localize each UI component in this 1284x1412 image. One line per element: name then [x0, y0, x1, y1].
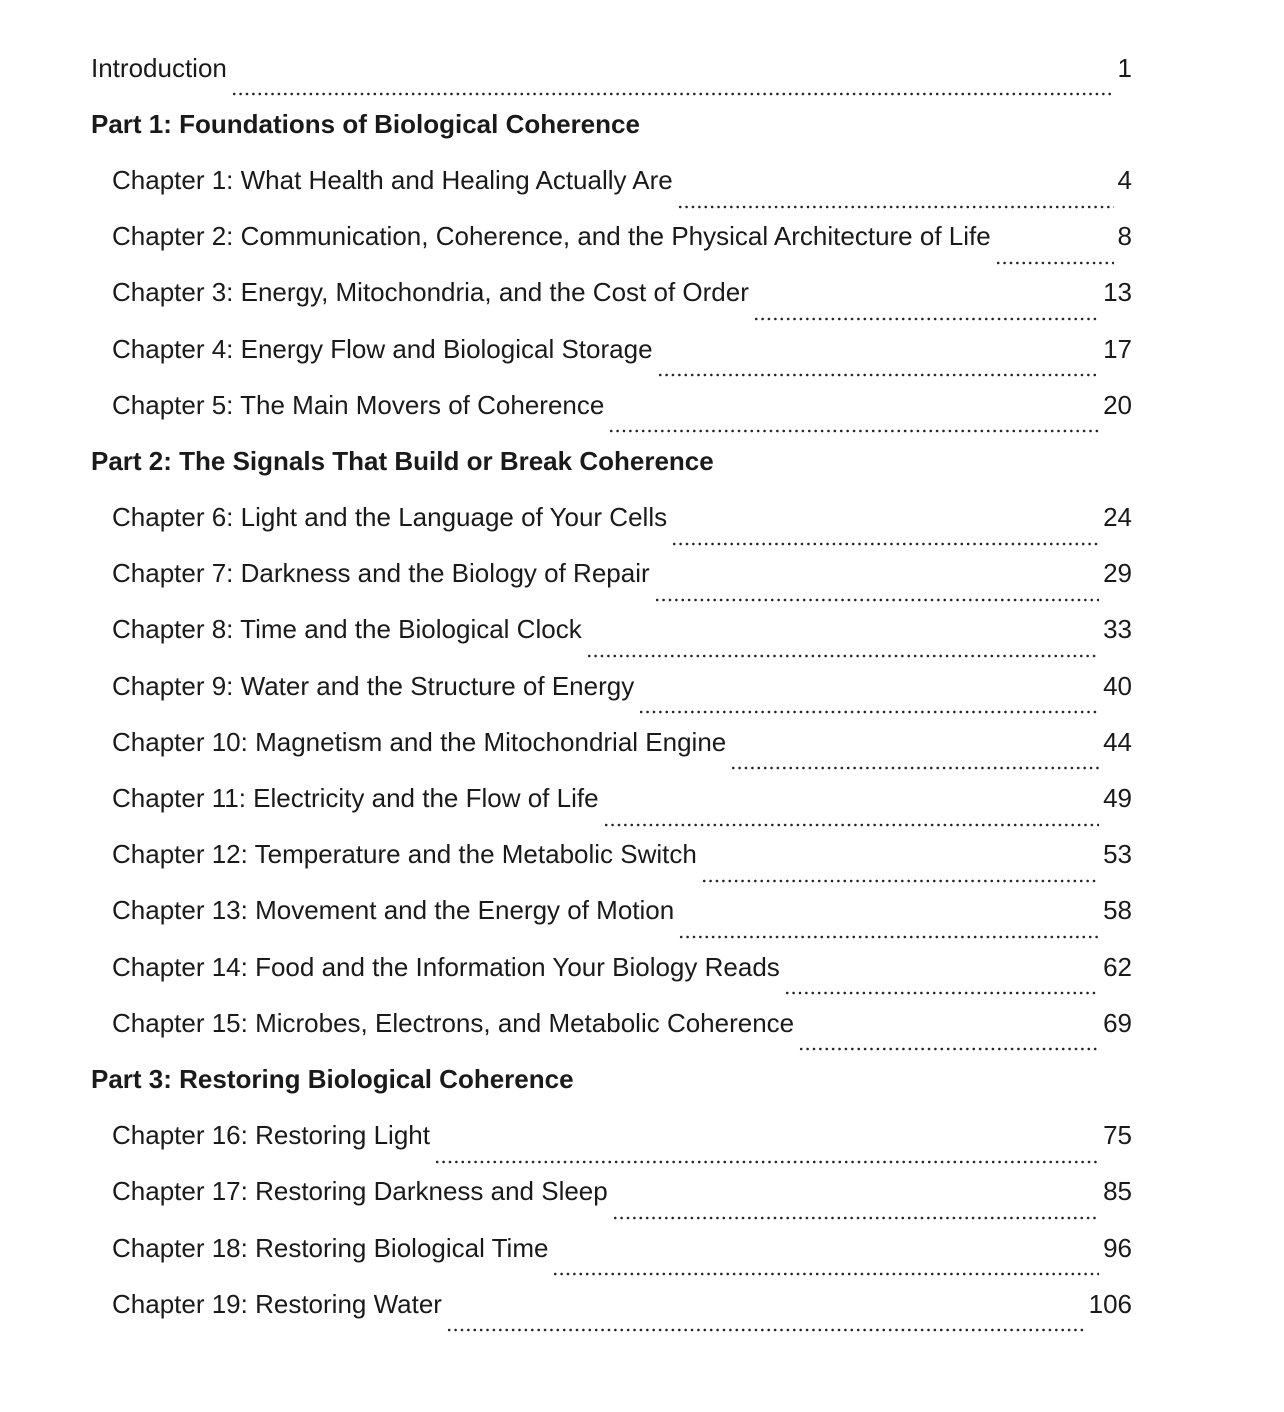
toc-entry-chapter[interactable]: [91, 995, 1132, 1051]
dot-leader: [677, 187, 1114, 209]
toc-entry-page-number: 8: [1117, 221, 1132, 252]
toc-entry-title: Chapter 18: Restoring Biological Time: [112, 1232, 549, 1263]
dot-leader: [434, 1142, 1099, 1164]
toc-entry-chapter[interactable]: [91, 827, 1132, 883]
toc-entry-title: Chapter 7: Darkness and the Biology of Repair: [112, 558, 650, 589]
toc-entry-title: Chapter 1: What Health and Healing Actually Are: [112, 164, 673, 195]
toc-entry-chapter[interactable]: [91, 883, 1132, 939]
dot-leader: [603, 805, 1100, 827]
toc-entry-page-number: 20: [1103, 389, 1132, 420]
dot-leader: [231, 74, 1114, 96]
toc-entry-page-number: 75: [1103, 1120, 1132, 1151]
toc-entry-page-number: 96: [1103, 1232, 1132, 1263]
toc-entry-page-number: 69: [1103, 1007, 1132, 1038]
toc-entry-title: Chapter 9: Water and the Structure of Energy: [112, 670, 635, 701]
dot-leader: [586, 636, 1099, 658]
dot-leader: [638, 692, 1099, 714]
toc-entry-introduction[interactable]: [91, 40, 1132, 96]
toc-entry-chapter[interactable]: [91, 1276, 1132, 1332]
toc-entry-chapter[interactable]: [91, 321, 1132, 377]
toc-entry-chapter[interactable]: [91, 265, 1132, 321]
toc-entry-page-number: 85: [1103, 1176, 1132, 1207]
dot-leader: [798, 1029, 1099, 1051]
toc-entry-page-number: 17: [1103, 333, 1132, 364]
toc-entry-page-number: 24: [1103, 502, 1132, 533]
toc-entry-chapter[interactable]: [91, 770, 1132, 826]
toc-entry-chapter[interactable]: [91, 1164, 1132, 1220]
toc-entry-chapter[interactable]: [91, 490, 1132, 546]
part-heading: [91, 96, 1132, 152]
part-title: Part 3: Restoring Biological Coherence: [91, 1063, 574, 1094]
part-heading: [91, 1051, 1132, 1107]
toc-entry-chapter[interactable]: [91, 939, 1132, 995]
toc-entry-page-number: 62: [1103, 951, 1132, 982]
dot-leader: [608, 411, 1099, 433]
toc-entry-chapter[interactable]: [91, 602, 1132, 658]
dot-leader: [701, 861, 1099, 883]
dot-leader: [657, 355, 1100, 377]
toc-entry-title: Chapter 16: Restoring Light: [112, 1120, 430, 1151]
toc-entry-chapter[interactable]: [91, 377, 1132, 433]
dot-leader: [995, 243, 1114, 265]
part-heading: [91, 433, 1132, 489]
toc-entry-title: Chapter 13: Movement and the Energy of Motion: [112, 895, 675, 926]
table-of-contents: [91, 40, 1132, 1332]
dot-leader: [730, 748, 1099, 770]
toc-entry-title: Chapter 6: Light and the Language of Your Cells: [112, 502, 668, 533]
toc-entry-title: Chapter 19: Restoring Water: [112, 1288, 442, 1319]
dot-leader: [654, 580, 1099, 602]
dot-leader: [612, 1198, 1099, 1220]
part-title: Part 2: The Signals That Build or Break Coherence: [91, 445, 714, 476]
toc-entry-title: Chapter 15: Microbes, Electrons, and Metabolic Coherence: [112, 1007, 795, 1038]
toc-entry-page-number: 29: [1103, 558, 1132, 589]
toc-entry-title: Chapter 17: Restoring Darkness and Sleep: [112, 1176, 608, 1207]
toc-entry-chapter[interactable]: [91, 152, 1132, 208]
toc-entry-chapter[interactable]: [91, 209, 1132, 265]
toc-entry-chapter[interactable]: [91, 546, 1132, 602]
toc-entry-title: Chapter 10: Magnetism and the Mitochondrial Engine: [112, 726, 727, 757]
toc-entry-page-number: 4: [1117, 164, 1132, 195]
toc-entry-title: Chapter 4: Energy Flow and Biological Storage: [112, 333, 653, 364]
toc-entry-chapter[interactable]: [91, 1108, 1132, 1164]
toc-entry-page-number: 33: [1103, 614, 1132, 645]
toc-entry-title: Chapter 14: Food and the Information Your Biology Reads: [112, 951, 780, 982]
toc-entry-page-number: 13: [1103, 277, 1132, 308]
toc-entry-title: Chapter 11: Electricity and the Flow of Life: [112, 783, 599, 814]
toc-entry-page-number: 49: [1103, 783, 1132, 814]
toc-entry-page-number: 40: [1103, 670, 1132, 701]
toc-entry-page-number: 106: [1088, 1288, 1132, 1319]
toc-entry-page-number: 53: [1103, 839, 1132, 870]
toc-entry-title: Chapter 2: Communication, Coherence, and the Physical Architecture of Life: [112, 221, 991, 252]
toc-entry-page-number: 58: [1103, 895, 1132, 926]
toc-entry-title: Introduction: [91, 52, 227, 83]
dot-leader: [753, 299, 1099, 321]
toc-entry-chapter[interactable]: [91, 658, 1132, 714]
part-title: Part 1: Foundations of Biological Coherence: [91, 108, 640, 139]
toc-entry-chapter[interactable]: [91, 714, 1132, 770]
toc-entry-title: Chapter 8: Time and the Biological Clock: [112, 614, 582, 645]
toc-entry-title: Chapter 5: The Main Movers of Coherence: [112, 389, 605, 420]
dot-leader: [552, 1254, 1099, 1276]
toc-entry-title: Chapter 12: Temperature and the Metabolic Switch: [112, 839, 697, 870]
toc-entry-title: Chapter 3: Energy, Mitochondria, and the Cost of Order: [112, 277, 749, 308]
toc-entry-page-number: 1: [1117, 52, 1132, 83]
dot-leader: [671, 524, 1099, 546]
dot-leader: [446, 1310, 1085, 1332]
toc-entry-chapter[interactable]: [91, 1220, 1132, 1276]
dot-leader: [678, 917, 1099, 939]
toc-entry-page-number: 44: [1103, 726, 1132, 757]
dot-leader: [784, 973, 1099, 995]
